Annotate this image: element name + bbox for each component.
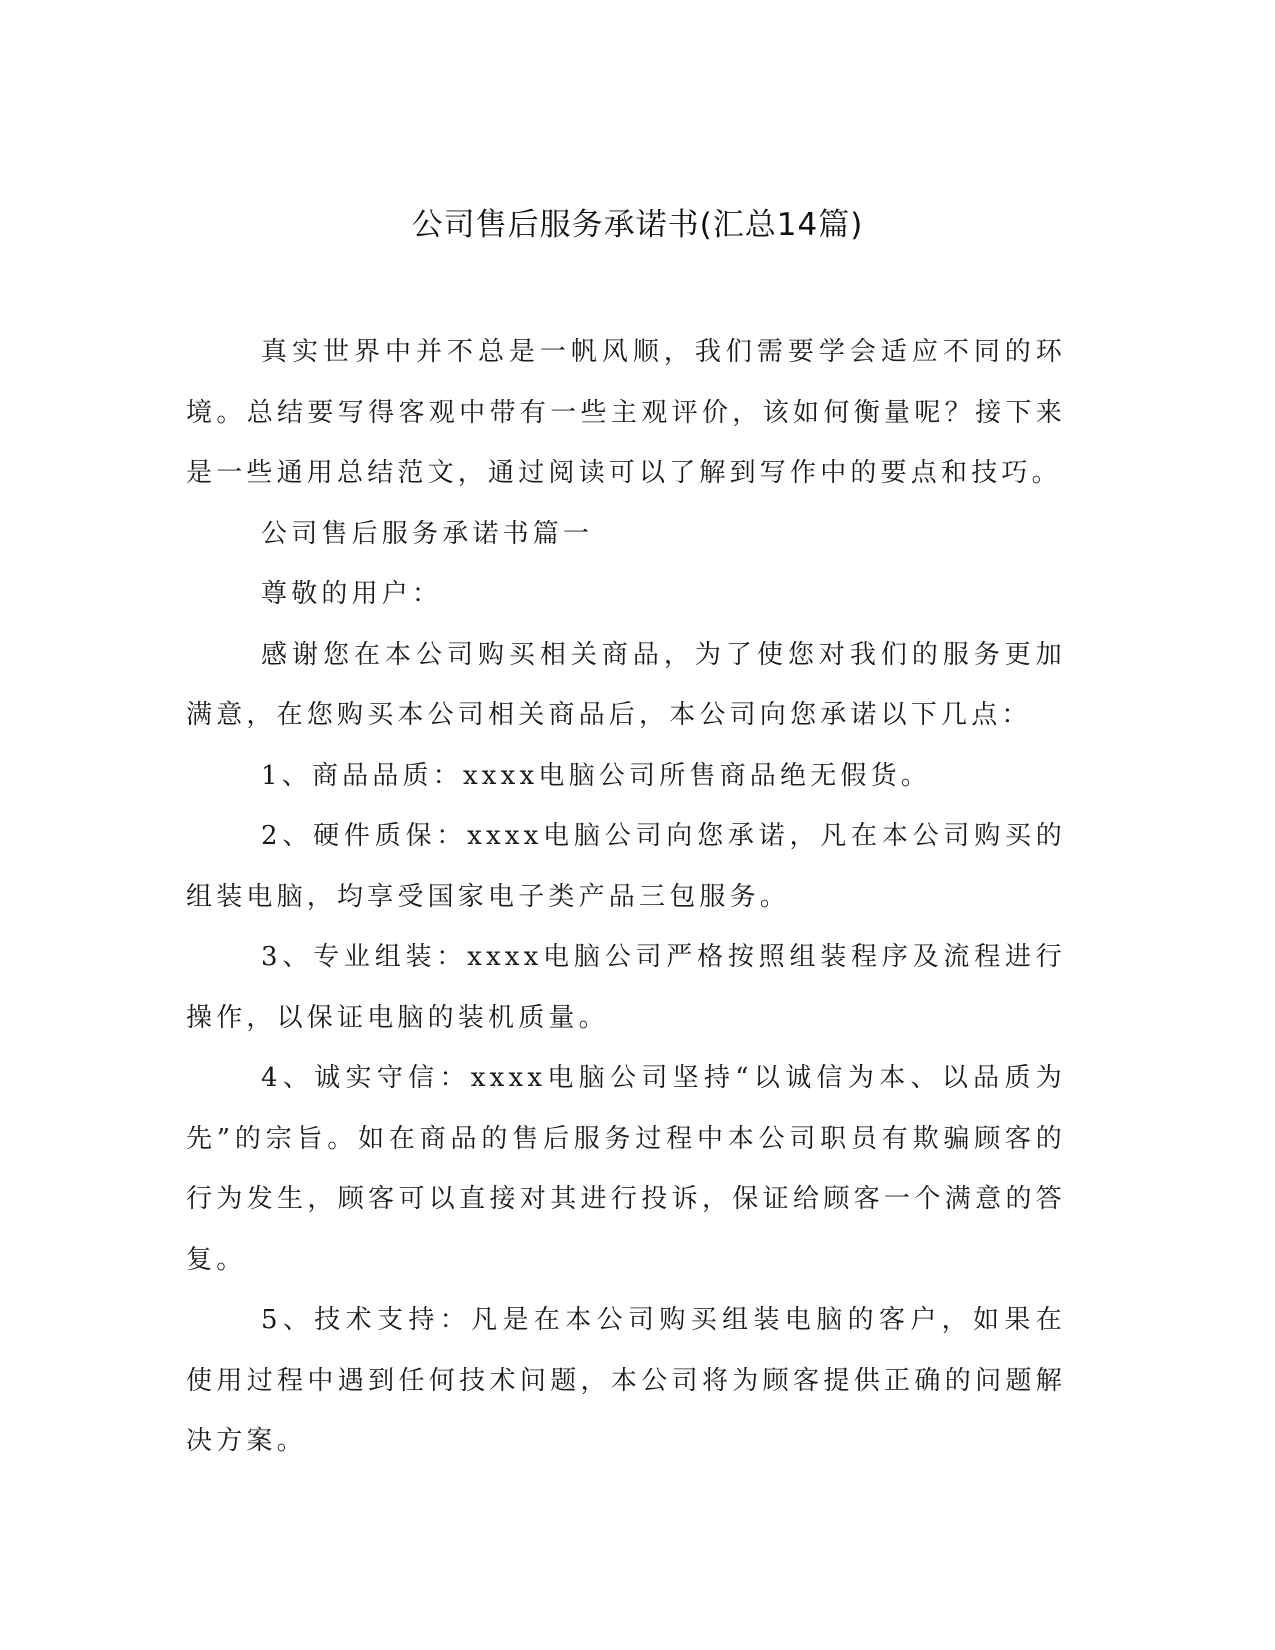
salutation: 尊敬的用户： (261, 579, 443, 609)
commitment-item-4: 4、诚实守信：xxxx电脑公司坚持“以诚信为本、以品质为先”的宗旨。如在商品的售后服务过程中本公司职员有欺骗顾客的行为发生，顾客可以直接对其进行投诉，保证给顾客一个满意的答复。 (186, 1063, 1066, 1275)
body-paragraph: 感谢您在本公司购买相关商品，为了使您对我们的服务更加满意，在您购买本公司相关商品后，本公司向您承诺以下几点： (186, 639, 1066, 730)
intro-paragraph: 真实世界中并不总是一帆风顺，我们需要学会适应不同的环境。总结要写得客观中带有一些主观评价，该如何衡量呢？接下来是一些通用总结范文，通过阅读可以了解到写作中的要点和技巧。 (186, 337, 1066, 488)
commitment-item-1: 1、商品品质：xxxx电脑公司所售商品绝无假货。 (261, 760, 931, 791)
commitment-item-3: 3、专业组装：xxxx电脑公司严格按照组装程序及流程进行操作，以保证电脑的装机质量。 (186, 942, 1066, 1033)
commitment-item-5: 5、技术支持：凡是在本公司购买组装电脑的客户，如果在使用过程中遇到任何技术问题，本公司将为顾客提供正确的问题解决方案。 (186, 1305, 1066, 1456)
commitment-item-2: 2、硬件质保：xxxx电脑公司向您承诺，凡在本公司购买的组装电脑，均享受国家电子类产品三包服务。 (186, 821, 1066, 912)
section-heading: 公司售后服务承诺书篇一 (261, 518, 594, 549)
document-title: 公司售后服务承诺书(汇总14篇) (411, 207, 864, 243)
document-body (186, 322, 1066, 1472)
